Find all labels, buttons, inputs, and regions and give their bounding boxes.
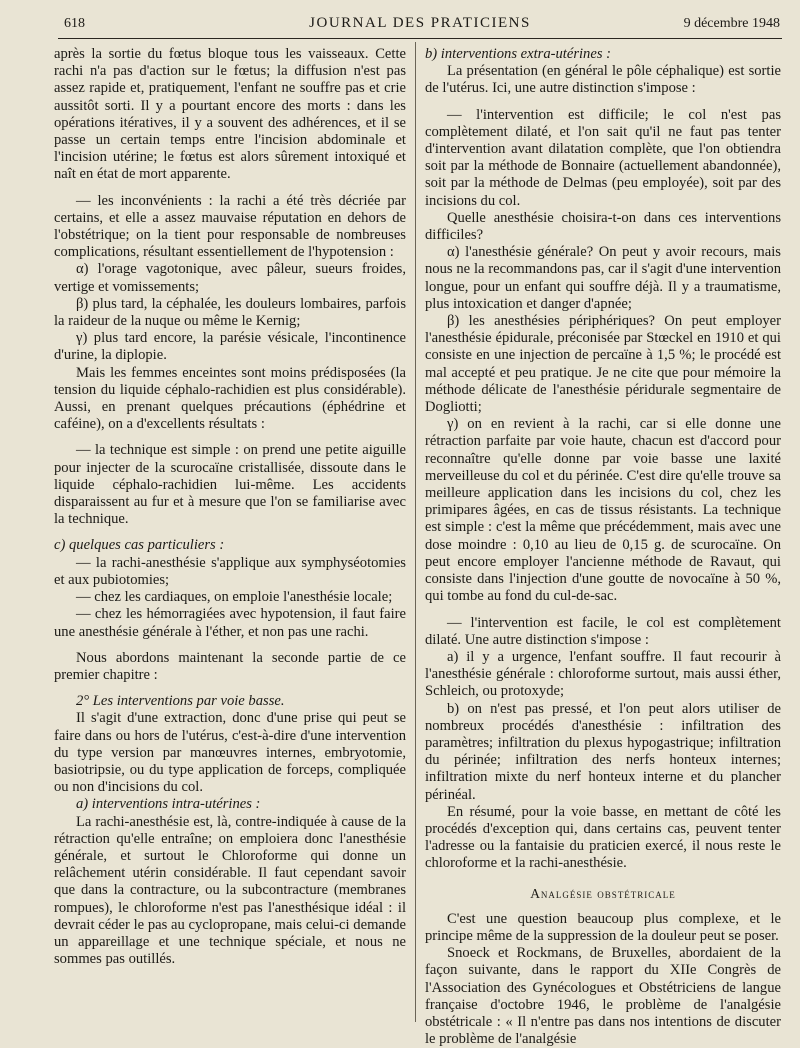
- paragraph: — la technique est simple : on prend une petite aiguille pour injecter de la scurocaïne cristallisée, dissoute dans le liquide céphalo-rachidien lui-même. Les accidents disparaissent au fur et à mesure que l'on se familiarise avec la technique.: [54, 442, 406, 528]
- subheading: c) quelques cas particuliers :: [54, 537, 225, 554]
- paragraph: — l'intervention est facile, le col est complètement dilaté. Une autre distinction s'impose :: [425, 614, 781, 648]
- subheading: a) interventions intra-utérines :: [76, 796, 261, 813]
- list-item: α) l'anesthésie générale? On peut y avoir recours, mais nous ne la recommandons pas, car il s'agit d'une intervention longue, pour un enfant qui souffre déjà. Il y a traumatisme, plus intoxication et danger d'apnée;: [425, 244, 781, 312]
- paragraph: Quelle anesthésie choisira-t-on dans ces interventions difficiles?: [425, 209, 781, 244]
- section-title: Analgésie obstétricale: [530, 885, 676, 901]
- list-item: b) on n'est pas pressé, et l'on peut alors utiliser de nombreux procédés d'anesthésie : infiltration des paramètres; infiltration du plexus hypogastrique; infiltration du périnée; infiltration des nerfs honteux internes; infiltration mixte du nerf honteux interne et du plancher périnéal.: [425, 700, 781, 803]
- paragraph: La présentation (en général le pôle céphalique) est sortie de l'utérus. Ici, une autre distinction s'impose :: [425, 63, 781, 97]
- paragraph: — l'intervention est difficile; le col n'est pas complètement dilaté, et l'on sait qu'il ne faut pas tenter d'intervention avant dilatation complète, que l'on obtiendra soit par la méthode de Bonnaire (actuellement abandonnée), soit par la méthode de Delmas (peu employée), soit par des incisions du col.: [425, 106, 781, 209]
- paragraph: après la sortie du fœtus bloque tous les vaisseaux. Cette rachi n'a pas d'action sur le fœtus; la diffusion n'est pas assez rapide et, pratiquement, l'enfant ne souffre pas et crie aussitôt sorti. Il y a pourtant encore des morts : dans les opérations itératives, il y a souvent des adhérences, et il se passe un certain temps entre l'incision abdominale et l'incision utérine; le fœtus est alors sûrement intoxiqué et naît en état de mort apparente.: [54, 46, 406, 183]
- list-item: β) les anesthésies périphériques? On peut employer l'anesthésie épidurale, préconisée par Stœckel en 1910 et qui consiste en une injection de percaïne à 1,5 %; le procédé est mal accepté et peu pratique. Je ne cite que pour mémoire la méthode délicate de l'anesthésie péridurale segmentaire de Dogliotti;: [425, 313, 781, 416]
- list-item: γ) plus tard encore, la parésie vésicale, l'incontinence d'urine, la diplopie.: [54, 330, 406, 364]
- paragraph: C'est une question beaucoup plus complexe, et le principe même de la suppression de la douleur peut se poser.: [425, 910, 781, 944]
- journal-title: JOURNAL DES PRATICIENS: [309, 15, 531, 31]
- subheading: b) interventions extra-utérines :: [425, 46, 612, 62]
- section-heading: 2° Les interventions par voie basse.: [76, 693, 285, 710]
- paragraph: — les inconvénients : la rachi a été très décriée par certains, et elle a assez mauvaise réputation en dehors de l'obstétrique; on la tient pour responsable de nombreuses complications, résultant essentiellement de l'hypotension :: [54, 192, 406, 261]
- list-item: — la rachi-anesthésie s'applique aux symphyséotomies et aux pubiotomies;: [54, 554, 406, 588]
- paragraph: Il s'agit d'une extraction, donc d'une prise qui peut se faire dans ou hors de l'utérus, c'est-à-dire d'une intervention du type version par manœuvres internes, embryotomie, basiotripsie, ou du type application de forceps, compliquée ou non d'incisions du col.: [54, 710, 406, 796]
- paragraph: Mais les femmes enceintes sont moins prédisposées (la tension du liquide céphalo-rachidien est plus considérable). Aussi, en prenant quelques précautions (éphédrine et caféine), on a d'excellents résultats :: [54, 364, 406, 433]
- left-column: [54, 46, 406, 968]
- list-item: a) il y a urgence, l'enfant souffre. Il faut recourir à l'anesthésie générale : chloroforme surtout, mais aussi éther, Schleich, ou protoxyde;: [425, 648, 781, 700]
- paragraph: Snoeck et Rockmans, de Bruxelles, abordaient de la façon suivante, dans le rapport du XIIe Congrès de l'Association des Gynécologues et Obstétriciens de langue française d'octobre 1946, le problème de l'analgésie obstétricale : « Il n'entre pas dans nos intentions de discuter le problème de l'analgésie: [425, 945, 781, 1048]
- paragraph: Nous abordons maintenant la seconde partie de ce premier chapitre :: [54, 649, 406, 683]
- column-divider: [415, 42, 416, 1022]
- list-item: γ) on en revient à la rachi, car si elle donne une rétraction parfaite par voie haute, chacun est d'accord pour reconnaître qu'elle donne par voie basse une laxité merveilleuse du col et du périnée. C'est dire qu'elle trouve sa meilleure application dans les incisions du col, chez les primipares âgées, en cas de tissus résistants. La technique est simple : c'est la même que précédemment, mais avec une dose moindre : 0,10 au lieu de 0,15 g. de scurocaïne. On peut encore employer l'ancienne méthode de Ravaut, qui consiste dans l'injection d'une goutte de novocaïne à 50 %, qui tombe au fond du cul-de-sac.: [425, 416, 781, 605]
- list-item: β) plus tard, la céphalée, les douleurs lombaires, parfois la raideur de la nuque ou même le Kernig;: [54, 295, 406, 330]
- page-number: 618: [64, 16, 85, 31]
- list-item: — chez les hémorragiées avec hypotension, il faut faire une anesthésie générale à l'éther, et non pas une rachi.: [54, 606, 406, 640]
- paragraph: La rachi-anesthésie est, là, contre-indiquée à cause de la rétraction qu'elle entraîne; on emploiera donc l'anesthésie générale, et surtout le Chloroforme qui donne un relâchement utérin considérable. Il faut cependant savoir que dans la contracture, ou la subcontracture (membranes rompues), le chloroforme n'est pas l'anesthésique idéal : il devrait céder le pas au cyclopropane, mais celui-ci demande un appareillage et une technique spéciale, et nous ne sommes pas outillés.: [54, 813, 406, 968]
- list-item: — chez les cardiaques, on emploie l'anesthésie locale;: [76, 589, 393, 606]
- issue-date: 9 décembre 1948: [683, 16, 780, 31]
- list-item: α) l'orage vagotonique, avec pâleur, sueurs froides, vertige et vomissements;: [54, 261, 406, 295]
- page-header: [58, 12, 782, 39]
- paragraph: En résumé, pour la voie basse, en mettant de côté les procédés d'exception qui, dans certains cas, peuvent tenter l'adresse ou la fantaisie du praticien exercé, il nous reste le chloroforme et la rachi-anesthésie.: [425, 803, 781, 872]
- right-column: [425, 46, 781, 1048]
